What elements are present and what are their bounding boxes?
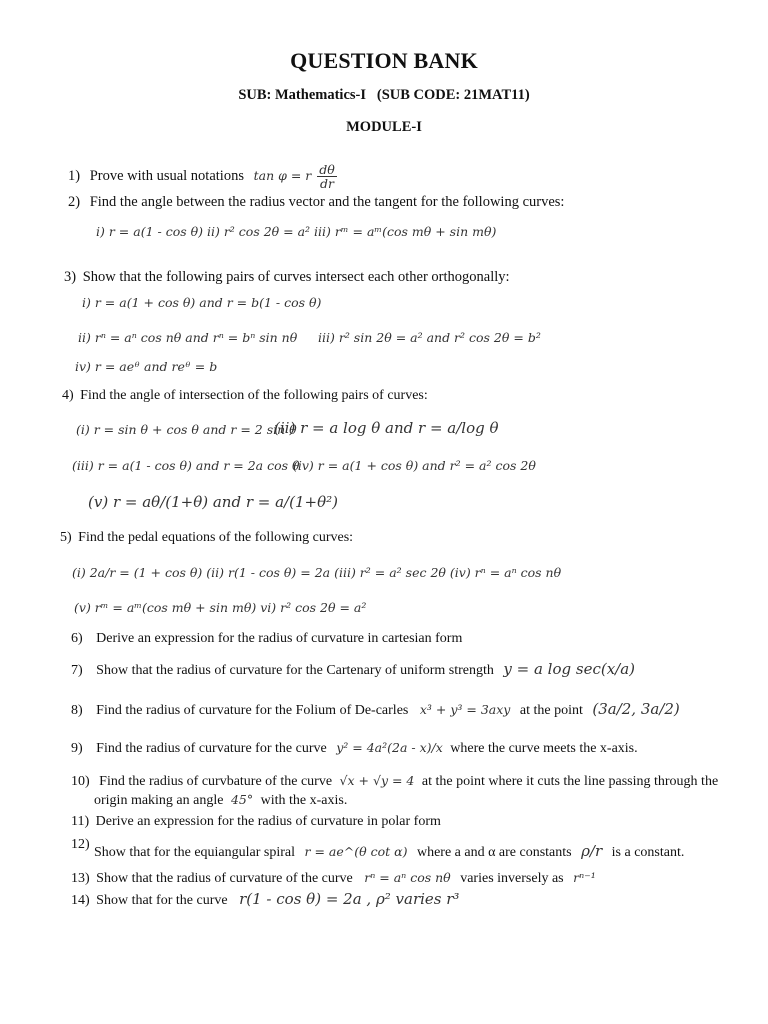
question-9 <box>71 741 638 756</box>
question-2-parts: i) r = a(1 - cos θ) ii) r² cos 2θ = a² iii) rᵐ = aᵐ(cos mθ + sin mθ) <box>96 224 497 239</box>
subject-line: SUB: Mathematics-I (SUB CODE: 21MAT11) <box>238 87 530 103</box>
question-text: Find the pedal equations of the following curves: <box>78 530 354 545</box>
module-heading: MODULE-I <box>346 119 422 135</box>
question-tail: where the curve meets the x-axis. <box>450 741 638 756</box>
question-number: 10) <box>71 774 90 789</box>
question-text: Find the radius of curvature for the curve <box>96 741 327 756</box>
question-4 <box>62 388 428 403</box>
question-number: 1) <box>68 168 81 185</box>
question-text: Find the radius of curvature for the Folium of De-carles <box>96 703 409 718</box>
question-number: 7) <box>71 663 83 678</box>
page-title: QUESTION BANK <box>290 48 478 73</box>
question-text: Show that for the equiangular spiral <box>94 845 296 860</box>
question-13 <box>71 871 596 886</box>
formula: x³ + y³ = 3axy <box>419 702 511 717</box>
point-label: at the point <box>519 703 583 718</box>
ratio-formula: ρ/r <box>581 842 603 860</box>
question-3 <box>64 270 510 286</box>
question-4-part-ii: (ii) r = a log θ and r = a/log θ <box>274 419 499 437</box>
question-number: 6) <box>71 631 83 646</box>
question-mid: where a and α are constants <box>416 845 572 860</box>
question-text: Prove with usual notations <box>89 168 244 185</box>
question-10-line-2: origin making an angle 45° with the x-axis. <box>94 792 348 808</box>
question-text: Show that the following pairs of curves intersect each other orthogonally: <box>82 269 510 285</box>
point-formula: (3a/2, 3a/2) <box>592 700 680 718</box>
question-2 <box>68 195 564 211</box>
question-4-part-iii: (iii) r = a(1 - cos θ) and r = 2a cos θ <box>72 458 300 473</box>
question-text: Show that the radius of curvature for the Cartenary of uniform strength <box>96 663 494 678</box>
question-tail: at the point where it cuts the line passing through the <box>421 774 719 789</box>
angle: 45° <box>230 792 254 807</box>
question-12-number: 12) <box>71 837 90 852</box>
question-3-part-ii: ii) rⁿ = aⁿ cos nθ and rⁿ = bⁿ sin nθ <box>78 330 298 345</box>
formula: y = a log sec(x/a) <box>503 660 636 678</box>
formula: r(1 - cos θ) = 2a , ρ² varies r³ <box>239 890 460 908</box>
tail-formula: rⁿ⁻¹ <box>573 870 596 885</box>
question-number: 8) <box>71 703 83 718</box>
question-text: Derive an expression for the radius of curvature in cartesian form <box>96 631 463 646</box>
question-4-part-v: (v) r = aθ/(1+θ) and r = a/(1+θ²) <box>88 493 338 511</box>
formula: tan φ = r $\frac{d\theta}{dr}$ <box>253 162 335 192</box>
question-5-line-1: (i) 2a/r = (1 + cos θ) (ii) r(1 - cos θ) = 2a (iii) r² = a² sec 2θ (iv) rⁿ = aⁿ cos nθ <box>72 565 562 580</box>
formula: r = ae^(θ cot α) <box>304 844 408 859</box>
question-3-part-iv: iv) r = aeᶿ and reᶿ = b <box>75 359 218 374</box>
question-number: 5) <box>60 530 72 545</box>
question-text: Derive an expression for the radius of curvature in polar form <box>95 814 441 829</box>
question-12 <box>94 843 684 860</box>
question-text: Show that for the curve <box>96 893 228 908</box>
question-4-part-i: (i) r = sin θ + cos θ and r = 2 sin θ <box>76 422 297 437</box>
question-text: Find the angle between the radius vector and the tangent for the following curves: <box>89 194 565 210</box>
formula: rⁿ = aⁿ cos nθ <box>364 870 451 885</box>
question-1 <box>68 163 339 190</box>
question-8 <box>71 701 680 718</box>
question-text: Find the angle of intersection of the following pairs of curves: <box>80 388 428 403</box>
question-11 <box>71 814 441 829</box>
question-mid: varies inversely as <box>460 871 564 886</box>
question-4-part-iv: (iv) r = a(1 + cos θ) and r² = a² cos 2θ <box>293 458 536 473</box>
question-3-part-iii: iii) r² sin 2θ = a² and r² cos 2θ = b² <box>318 330 541 345</box>
question-number: 14) <box>71 893 90 908</box>
question-text: Show that the radius of curvature of the curve <box>96 871 353 886</box>
formula: √x + √y = 4 <box>339 773 415 788</box>
question-number: 13) <box>71 871 90 886</box>
question-number: 4) <box>62 388 74 403</box>
question-10 <box>71 770 723 792</box>
question-3-part-i: i) r = a(1 + cos θ) and r = b(1 - cos θ) <box>82 295 322 310</box>
question-number: 11) <box>71 814 90 829</box>
question-6 <box>71 631 462 646</box>
question-text: Find the radius of curvbature of the curve <box>99 774 333 789</box>
question-number: 9) <box>71 741 83 756</box>
question-5 <box>60 530 353 545</box>
question-number: 2) <box>68 194 81 210</box>
question-7 <box>71 661 635 678</box>
formula: y² = 4a²(2a - x)/x <box>336 740 443 755</box>
question-number: 3) <box>64 269 77 285</box>
question-tail: is a constant. <box>611 845 685 860</box>
question-14 <box>71 891 459 908</box>
question-5-line-2: (v) rᵐ = aᵐ(cos mθ + sin mθ) vi) r² cos 2θ = a² <box>74 600 367 615</box>
